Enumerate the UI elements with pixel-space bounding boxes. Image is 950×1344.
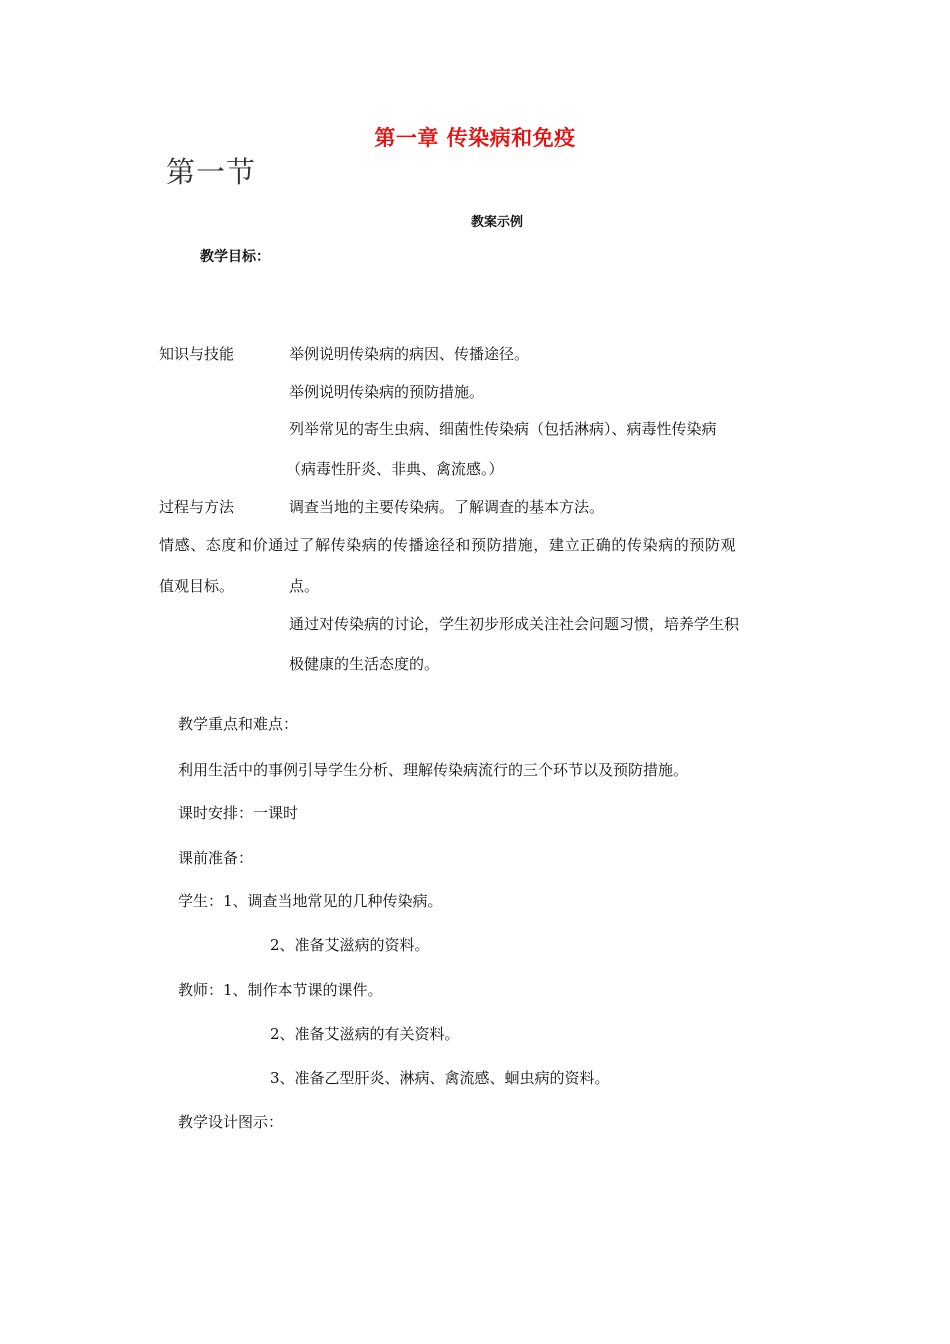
- key-points-text: 利用生活中的事例引导学生分析、理解传染病流行的三个环节以及预防措施。: [178, 761, 689, 779]
- chapter-title: 第一章 传染病和免疫: [374, 126, 576, 150]
- student-prep-2: 2、准备艾滋病的资料。: [270, 936, 430, 954]
- knowledge-line-1: 举例说明传染病的病因、传播途径。: [289, 345, 530, 363]
- teacher-prep-1: 教师：1、制作本节课的课件。: [178, 981, 383, 999]
- lesson-example-heading: 教案示例: [470, 215, 523, 230]
- section-title: 第一节: [166, 155, 257, 189]
- knowledge-line-3: 列举常见的寄生虫病、细菌性传染病（包括淋病）、病毒性传染病: [289, 420, 717, 438]
- teacher-prep-2: 2、准备艾滋病的有关资料。: [270, 1025, 460, 1043]
- emotion-line-3: 通过对传染病的讨论，学生初步形成关注社会问题习惯，培养学生积: [289, 615, 740, 633]
- emotion-line-2: 点。: [289, 577, 320, 595]
- knowledge-line-4: （病毒性肝炎、非典、禽流感。）: [286, 460, 504, 478]
- emotion-values-line-1: 情感、态度和价通过了解传染病的传播途径和预防措施，建立正确的传染病的预防观: [159, 536, 737, 554]
- schedule-text: 课时安排：一课时: [178, 804, 299, 822]
- emotion-line-4: 极健康的生活态度的。: [289, 655, 440, 673]
- design-diagram-heading: 教学设计图示：: [178, 1113, 284, 1131]
- preparation-heading: 课前准备：: [178, 849, 254, 867]
- knowledge-line-2: 举例说明传染病的预防措施。: [289, 383, 485, 401]
- student-prep-1: 学生：1、调查当地常见的几种传染病。: [178, 892, 443, 910]
- emotion-values-label-rest: 值观目标。: [159, 577, 235, 595]
- process-methods-label: 过程与方法: [159, 498, 235, 516]
- knowledge-skills-label: 知识与技能: [159, 345, 235, 363]
- objectives-heading: 教学目标：: [200, 249, 270, 265]
- key-points-heading: 教学重点和难点：: [178, 715, 299, 733]
- process-line-1: 调查当地的主要传染病。了解调查的基本方法。: [289, 498, 605, 516]
- teacher-prep-3: 3、准备乙型肝炎、淋病、禽流感、蛔虫病的资料。: [270, 1069, 610, 1087]
